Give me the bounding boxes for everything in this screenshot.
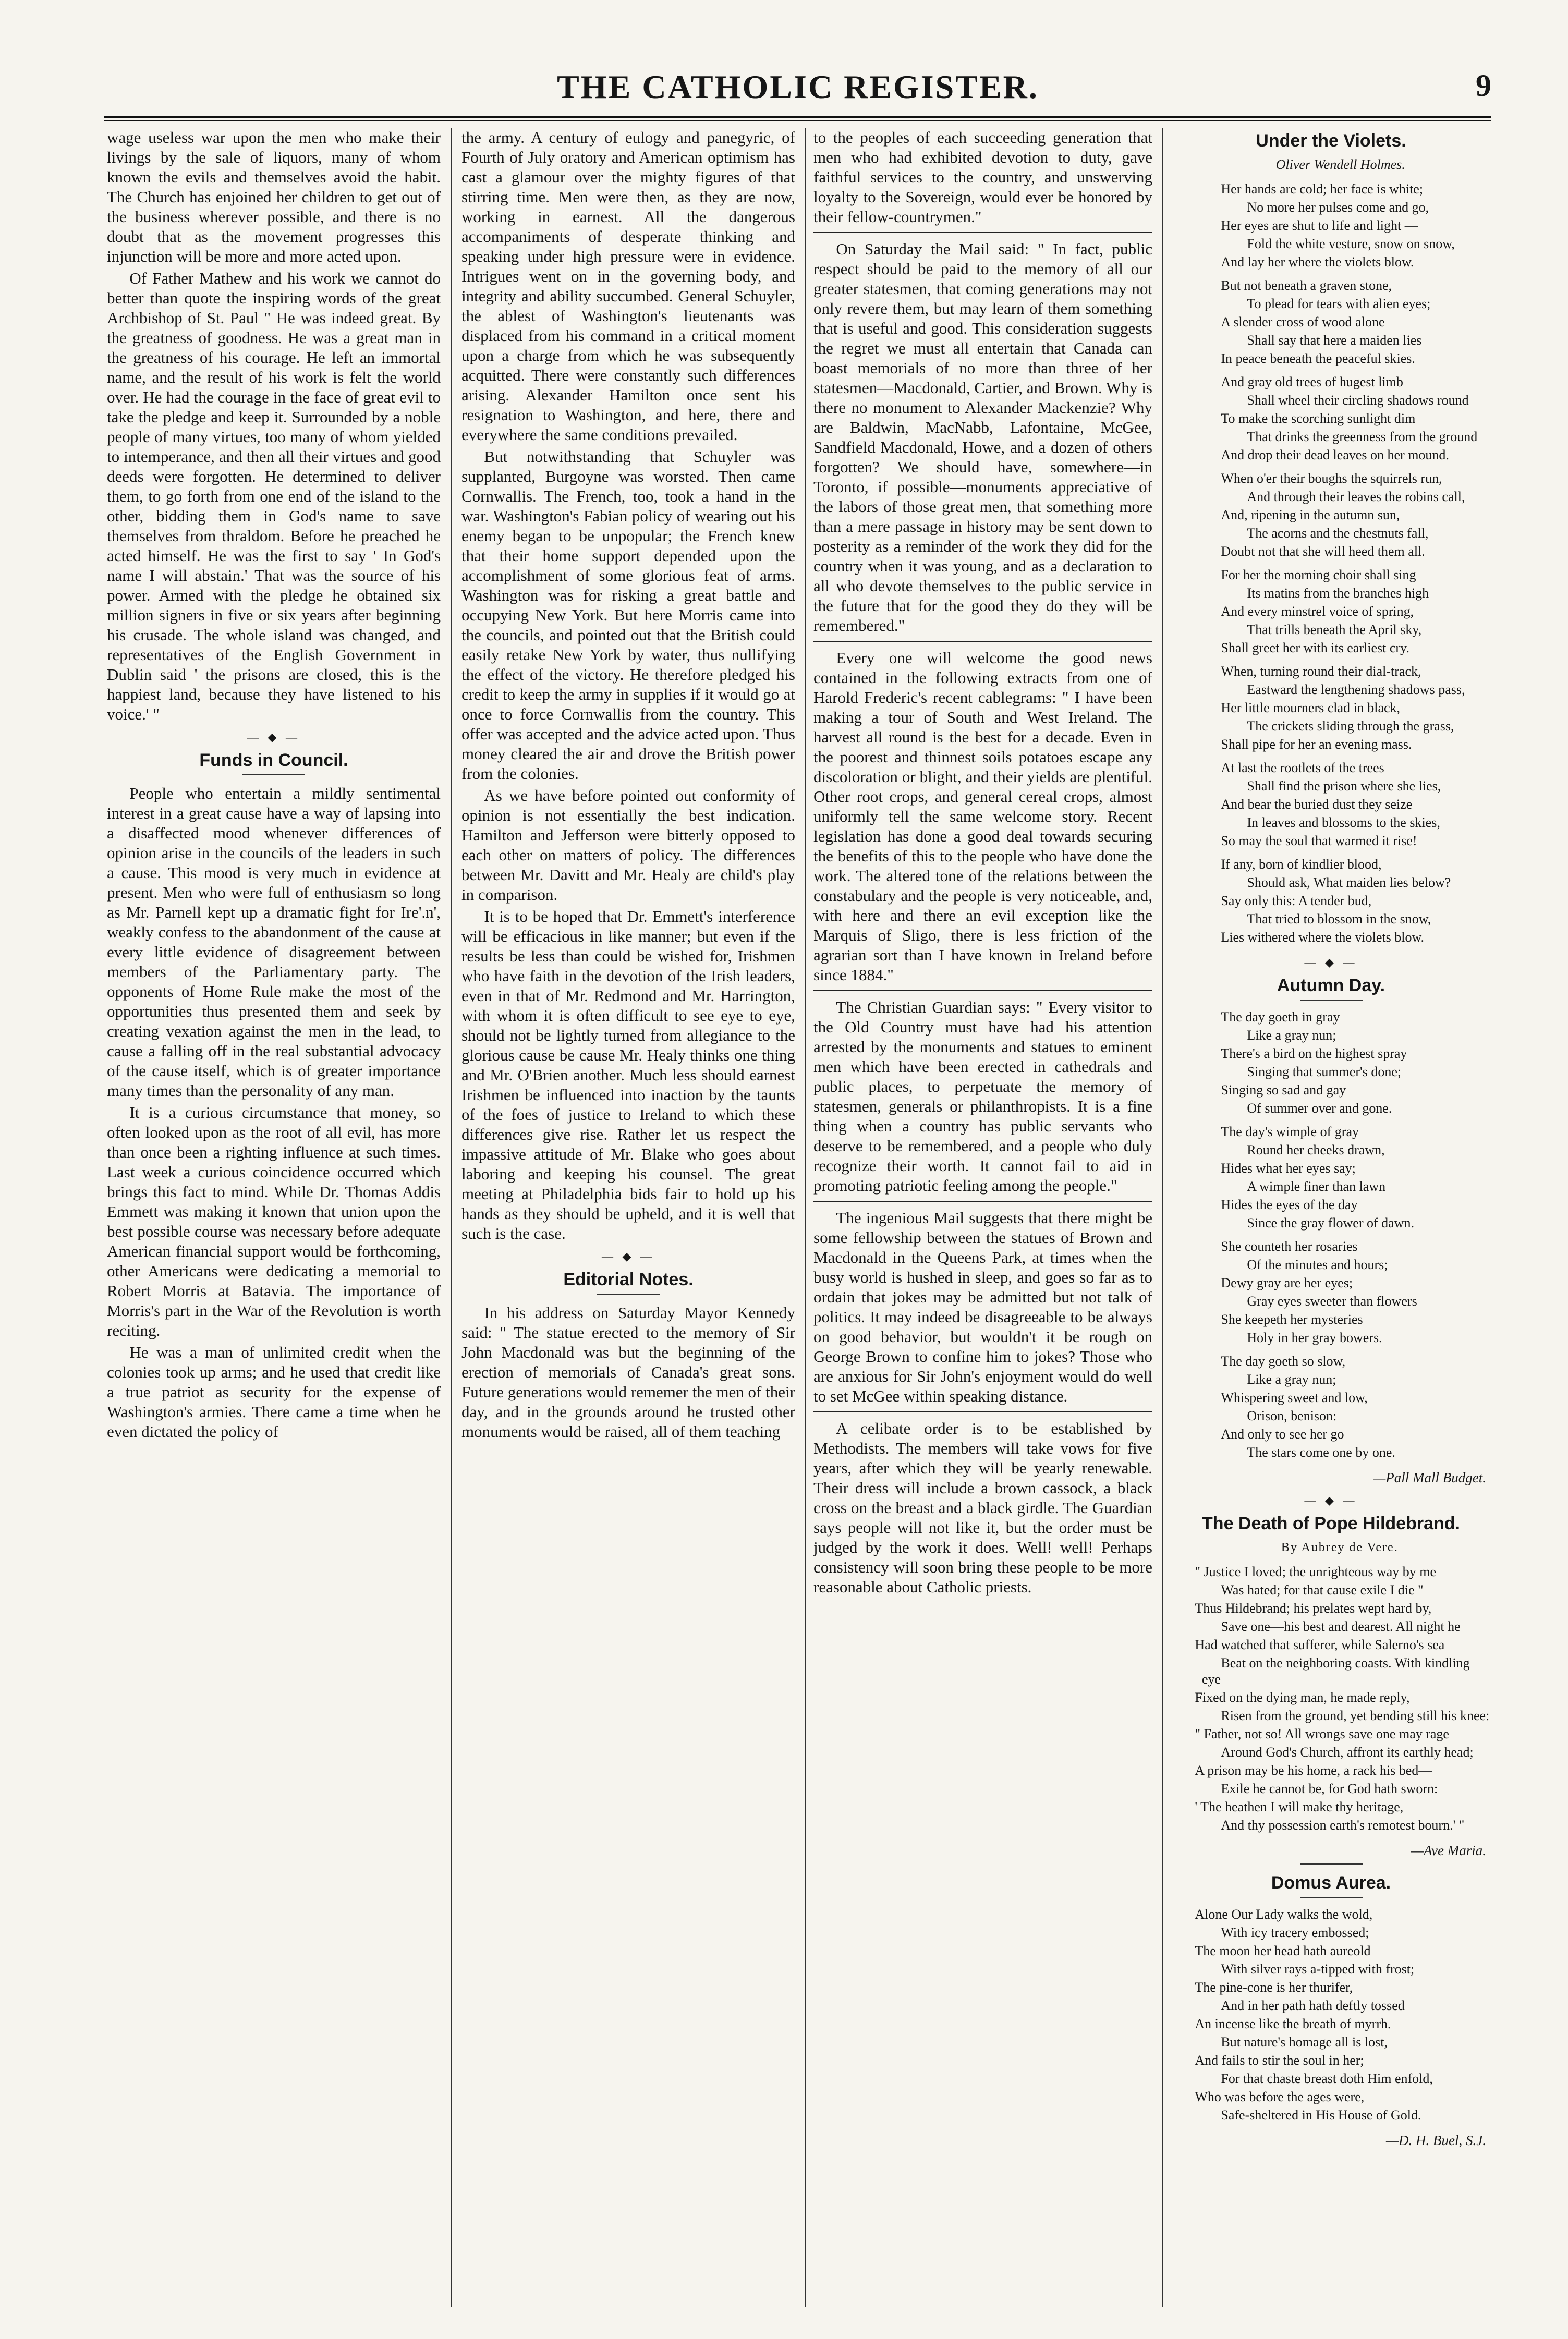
poem-line: Should ask, What maiden lies below? (1247, 875, 1451, 890)
poem-line: For her the morning choir shall sing (1221, 567, 1416, 582)
poem-line: Shall greet her with its earliest cry. (1221, 640, 1409, 655)
poem-source: —D. H. Buel, S.J. (1386, 2133, 1486, 2148)
poem-line: So may the soul that warmed it rise! (1221, 833, 1417, 848)
poem-line: And gray old trees of hugest limb (1221, 374, 1403, 389)
poem-line: Thus Hildebrand; his prelates wept hard by, (1195, 1601, 1432, 1616)
poem-line: " Father, not so! All wrongs save one may rage (1195, 1726, 1449, 1741)
poem-source: —Ave Maria. (1411, 1843, 1486, 1858)
poem-title: Under the Violets. (1256, 131, 1406, 151)
poem-line: An incense like the breath of myrrh. (1195, 2016, 1391, 2031)
poem-line: And fails to stir the soul in her; (1195, 2053, 1364, 2068)
section-heading: Funds in Council. (199, 750, 348, 770)
poem-line: Gray eyes sweeter than flowers (1247, 1294, 1417, 1309)
poem-stanza (1176, 1906, 1491, 2123)
poem-line: Had watched that sufferer, while Salerno's sea (1195, 1637, 1445, 1652)
poem-line: The day's wimple of gray (1221, 1124, 1359, 1139)
article-paragraph: On Saturday the Mail said: " In fact, public respect should be paid to the memory of all our greater statesmen, that coming generations may not only revere them, but may learn of them something that is useful and good. This consideration suggests the regret we must all entertain that Canada can boast memorials of no more than three of her statesmen—Macdonald, Cartier, and Brown. Why is there no monument to Alexander Mackenzie? Why are Baldwin, MacNabb, Lafontaine, McGee, Sandfield Macdonald, Howe, and a dozen of others forgotten? We should have, somewhere—in Toronto, if possible—monuments appreciative of the labors of those great men, that something more than a mere passage in history may be sent down to posterity as a reminder of the work they did for the country when it was young, and as a declaration to all who devote themselves to the public service in the future that for the good they do they will be remembered." (813, 240, 1152, 635)
poem-body (1171, 1906, 1491, 2123)
poem-author: By Aubrey de Vere. (1281, 1541, 1399, 1554)
poem-line: The crickets sliding through the grass, (1247, 718, 1454, 734)
poem-body (1171, 1564, 1491, 1833)
poem-line: And only to see her go (1221, 1427, 1344, 1442)
poem-title: Autumn Day. (1277, 976, 1385, 995)
poem-line: Beat on the neighboring coasts. With kindling eye (1202, 1655, 1470, 1687)
poem-line: Her hands are cold; her face is white; (1221, 181, 1424, 197)
article-paragraph: A celibate order is to be established by Methodists. The members will take vows for five years, after which they will be yearly renewable. Their dress will include a brown cassock, a black cross on the breast and a black girdle. The Guardian says people will not like it, but the order must be judged by the work it does. Well! well! Perhaps consistency will soon bring these people to be more reasonable about Catholic priests. (813, 1419, 1152, 1596)
poem-line: Lies withered where the violets blow. (1221, 930, 1425, 945)
poem-line: When, turning round their dial-track, (1221, 664, 1421, 679)
poem-line: Around God's Church, affront its earthly head; (1221, 1745, 1474, 1760)
poem-line: And in her path hath deftly tossed (1221, 1998, 1405, 2013)
poem-stanza (1202, 567, 1491, 656)
poem-stanza (1176, 1564, 1491, 1833)
poem-line: There's a bird on the highest spray (1221, 1046, 1407, 1061)
poem-stanza (1202, 181, 1491, 270)
poem-line: Hides the eyes of the day (1221, 1197, 1358, 1212)
section-divider: — ◆ — (247, 730, 300, 744)
poem-line: Of summer over and gone. (1247, 1101, 1392, 1116)
poem-line: Hides what her eyes say; (1221, 1161, 1356, 1176)
poem-line: And, ripening in the autumn sun, (1221, 507, 1400, 522)
poem-line: Holy in her gray bowers. (1247, 1330, 1382, 1345)
poem-line: The stars come one by one. (1247, 1445, 1395, 1460)
article-paragraph: People who entertain a mildly sentimental interest in a great cause have a way of lapsing into a disaffected mood whenever differences of opinion arise in the councils of the leaders in such a cause. This mood is very much in evidence at present. Men who were full of enthusiasm so long as Mr. Parnell kept up a dramatic fight for Ire'.n', weakly confess to the abandonment of the cause at every little evidence of disagreement between members of the Parliamentary party. The opponents of Home Rule make the most of the opportunities thus presented them and seek by creating vexation against the men in the lead, to cause a falling off in the real substantial advocacy of the cause itself, which is of greater importance many times than the personality of any man. (107, 784, 441, 1100)
poem-stanza (1202, 1353, 1491, 1460)
poem-line: Shall say that here a maiden lies (1247, 333, 1422, 348)
column-rule (1162, 128, 1163, 2307)
poem-body (1171, 1009, 1491, 1460)
poem-title: The Death of Pope Hildebrand. (1202, 1514, 1460, 1533)
poem-line: Fold the white vesture, snow on snow, (1247, 236, 1455, 251)
article-paragraph: wage useless war upon the men who make their livings by the sale of liquors, many of whom known the evils and themselves avoid the habit. The Church has enjoined her children to get out of the business wherever possible, and there is no doubt that as the movement progresses this injunction will be more and more acted upon. (107, 128, 441, 265)
poem-line: To make the scorching sunlight dim (1221, 411, 1416, 426)
article-paragraph: In his address on Saturday Mayor Kennedy said: " The statue erected to the memory of Sir John Macdonald was but the beginning of the erection of memorials of Canada's great sons. Future generations would rememer the men of their day, and in the grounds around he trusted other monuments would be raised, all of them teaching (461, 1303, 795, 1441)
column-1 (107, 128, 441, 2307)
article-paragraph: It is a curious circumstance that money, so often looked upon as the root of all evil, has more than once been a righting influence at such times. Last week a curious coincidence occurred which brings this fact to mind. While Dr. Thomas Addis Emmett was making it known that union upon the best possible course was necessary before adequate American financial support would be forthcoming, other Americans were dedicating a memorial to Robert Morris at Batavia. The importance of Morris's part in the War of the Revolution is worth reciting. (107, 1103, 441, 1339)
article-paragraph: Every one will welcome the good news contained in the following extracts from one of Harold Frederic's recent cablegrams: " I have been making a tour of South and West Ireland. The harvest all round is the best for a decade. Even in the poorest and thinnest soils potatoes escape any discoloration or blight, and their yields are plentiful. Other root crops, and general cereal crops, almost uniformly tell the same welcome story. Recent legislation has done a good deal towards securing the benefits of this to the people who have done the work. The altered tone of the relations between the constabulary and the people is very noticeable, and, with here and there an evil exception like the Marquis of Sligo, there is less friction of the agrarian sort than I have known in Ireland before since 1884." (813, 649, 1152, 984)
poem-line: And every minstrel voice of spring, (1221, 604, 1414, 619)
poem-line: That tried to blossom in the snow, (1247, 911, 1431, 927)
poem-line: Shall wheel their circling shadows round (1247, 393, 1469, 408)
poem-line: Whispering sweet and low, (1221, 1390, 1368, 1405)
poem-line: Safe-sheltered in His House of Gold. (1221, 2107, 1421, 2123)
poem-stanza (1202, 1009, 1491, 1116)
poem-line: If any, born of kindlier blood, (1221, 857, 1382, 872)
poem-title: Domus Aurea. (1271, 1873, 1391, 1893)
poem-stanza (1202, 856, 1491, 945)
heading-rule (242, 774, 305, 775)
poem-line: At last the rootlets of the trees (1221, 760, 1384, 775)
note-rule (813, 641, 1152, 642)
note-rule (813, 232, 1152, 233)
poem-author: Oliver Wendell Holmes. (1275, 157, 1405, 172)
note-rule (813, 1411, 1152, 1412)
article-paragraph: It is to be hoped that Dr. Emmett's interference will be efficacious in like manner; but even if the results be less than could be wished for, Irishmen who have faith in the devotion of the Irish leaders, even in that of Mr. Redmond and Mr. Harrington, with whom it is often difficult to see eye to eye, should not be lightly turned from allegiance to the glorious cause be cause Mr. Healy thinks one thing and Mr. O'Brien another. Much less should earnest Irishmen be influenced into inaction by the taunts of the foes of justice to Ireland to which these differences give rise. Rather let us respect the impassive attitude of Mr. Blake who goes about laboring and keeping his counsel. The great meeting at Philadelphia bids fair to hold up his hands as they should be upheld, and it is well that such is the case. (461, 907, 795, 1242)
poem-stanza (1202, 760, 1491, 849)
poem-line: Who was before the ages were, (1195, 2089, 1365, 2104)
poem-line: A slender cross of wood alone (1221, 314, 1385, 330)
heading-rule (1300, 1863, 1363, 1865)
poem-line: The pine-cone is her thurifer, (1195, 1980, 1353, 1995)
poem-line: And through their leaves the robins call, (1247, 489, 1465, 504)
poem-line: And lay her where the violets blow. (1221, 254, 1414, 270)
poem-stanza (1202, 1238, 1491, 1346)
poem-line: Like a gray nun; (1247, 1028, 1336, 1043)
poem-line: That drinks the greenness from the ground (1247, 429, 1478, 444)
masthead-rule (104, 116, 1491, 121)
poem-stanza (1202, 470, 1491, 559)
poem-line: But not beneath a graven stone, (1221, 278, 1392, 293)
poem-line: Fixed on the dying man, he made reply, (1195, 1690, 1410, 1705)
heading-rule (597, 1294, 660, 1295)
poem-line: Like a gray nun; (1247, 1372, 1336, 1387)
poem-line: Shall find the prison where she lies, (1247, 778, 1441, 794)
poem-line: But nature's homage all is lost, (1221, 2035, 1388, 2050)
heading-rule (1300, 1000, 1363, 1001)
poem-line: " Justice I loved; the unrighteous way by me (1195, 1564, 1437, 1579)
note-rule (813, 990, 1152, 991)
poem-line: Dewy gray are her eyes; (1221, 1275, 1353, 1290)
poem-line: She keepeth her mysteries (1221, 1312, 1363, 1327)
poem-line: Her little mourners clad in black, (1221, 700, 1401, 715)
article-paragraph: But notwithstanding that Schuyler was supplanted, Burgoyne was worsted. Then came Cornwallis. The French, too, took a hand in the war. Washington's Fabian policy of wearing out his enemy began to be unpopular; the French knew that their home support depended upon the accomplishment of some glorious feat of arms. Washington was for risking a great battle and occupying New York. But here Morris came into the councils, and pointed out that the British could easily retake New York by water, thus nullifying the effect of the victory. He therefore pledged his credit to keep the army in supplies if it would go at once to force Cornwallis from the country. This offer was accepted and the advice acted upon. Thus money cleared the air and drove the British power from the colonies. (461, 447, 795, 783)
poem-line: Of the minutes and hours; (1247, 1257, 1388, 1272)
poem-stanza (1202, 374, 1491, 463)
poem-line: And drop their dead leaves on her mound. (1221, 447, 1449, 462)
article-paragraph: the army. A century of eulogy and panegyric, of Fourth of July oratory and American optimism has cast a glamour over the mighty figures of that stirring time. Men were then, as they are now, working in earnest. All the dangerous accompaniments of desperate thinking and speaking under high pressure were in evidence. Intrigues went on in the governing body, and integrity and ability succumbed. General Schuyler, the ablest of Washington's lieutenants was displaced from his command in a critical moment upon a charge from which he was subsequently acquitted. There were constantly such differences arising. Alexander Hamilton once sent his resignation to Washington, and here, there and everywhere the same conditions prevailed. (461, 128, 795, 444)
poem-line: Its matins from the branches high (1247, 586, 1429, 601)
poem-line: Was hated; for that cause exile I die " (1221, 1582, 1424, 1598)
poem-line: She counteth her rosaries (1221, 1239, 1358, 1254)
poem-line: Alone Our Lady walks the wold, (1195, 1907, 1373, 1922)
poem-line: That trills beneath the April sky, (1247, 622, 1422, 637)
poem-line: Eastward the lengthening shadows pass, (1247, 682, 1465, 697)
poem-line: With icy tracery embossed; (1221, 1925, 1369, 1940)
article-paragraph: The ingenious Mail suggests that there might be some fellowship between the statues of Brown and Macdonald in the Queens Park, at times when the busy world is hushed in sleep, and goes so far as to ordain that jokes may be admitted but not talk of politics. It may indeed be disagreeable to be always on good behavior, but wouldn't it be rough on George Brown to confine him to jokes? Those who are anxious for Sir John's enjoyment would do well to set McGee within speaking distance. (813, 1209, 1152, 1405)
poem-line: Singing so sad and gay (1221, 1082, 1346, 1098)
poem-line: For that chaste breast doth Him enfold, (1221, 2071, 1433, 2086)
poem-line: Singing that summer's done; (1247, 1064, 1402, 1079)
page-number: 9 (1476, 68, 1491, 103)
masthead (104, 68, 1491, 117)
poem-line: And thy possession earth's remotest bourn.' " (1221, 1818, 1465, 1833)
poem-source: —Pall Mall Budget. (1373, 1470, 1486, 1485)
article-paragraph: As we have before pointed out conformity of opinion is not essentially the best indication. Hamilton and Jefferson were bitterly opposed to each other on matters of policy. The differences between Mr. Davitt and Mr. Healy are child's play in comparison. (461, 786, 795, 904)
poem-stanza (1202, 663, 1491, 752)
newspaper-title: THE CATHOLIC REGISTER. (557, 68, 1039, 105)
poem-line: A prison may be his home, a rack his bed— (1195, 1763, 1432, 1778)
column-4 (1171, 128, 1491, 2307)
column-3 (813, 128, 1152, 2307)
poem-line: Save one—his best and dearest. All night he (1221, 1619, 1461, 1634)
poem-stanza (1202, 277, 1491, 367)
poem-stanza (1202, 1124, 1491, 1231)
poem-line: The acorns and the chestnuts fall, (1247, 526, 1429, 541)
section-divider: — ◆ — (602, 1250, 655, 1263)
poem-line: With silver rays a-tipped with frost; (1221, 1962, 1415, 1977)
section-divider: — ◆ — (1304, 956, 1358, 969)
poem-line: No more her pulses come and go, (1247, 200, 1429, 215)
poem-line: To plead for tears with alien eyes; (1247, 296, 1431, 311)
poem-line: And bear the buried dust they seize (1221, 797, 1413, 812)
poem-line: Risen from the ground, yet bending still his knee: (1221, 1708, 1490, 1723)
poem-line: Since the gray flower of dawn. (1247, 1215, 1414, 1231)
section-heading: Editorial Notes. (563, 1270, 694, 1289)
poem-line: When o'er their boughs the squirrels run, (1221, 471, 1442, 486)
article-paragraph: He was a man of unlimited credit when the colonies took up arms; and he used that credit like a true patriot as security for the expense of Washington's armies. There came a time when he even dictated the policy of (107, 1343, 441, 1441)
poem-line: Exile he cannot be, for God hath sworn: (1221, 1781, 1438, 1796)
column-2 (461, 128, 795, 2307)
article-paragraph: The Christian Guardian says: " Every visitor to the Old Country must have had his attention arrested by the monuments and statues to eminent men which have been erected in cathedrals and public places, to perpetuate the memory of statesmen, generals or philanthropists. It is a fine thing when a country has public servants who deserve to be remembered, and a people who duly recognize their worth. It cannot fail to aid in promoting patriotic feeling among the people." (813, 998, 1152, 1195)
poem-line: The day goeth in gray (1221, 1009, 1340, 1025)
poem-line: In leaves and blossoms to the skies, (1247, 815, 1440, 830)
poem-line: A wimple finer than lawn (1247, 1179, 1386, 1194)
poem-line: Shall pipe for her an evening mass. (1221, 737, 1412, 752)
poem-line: Orison, benison: (1247, 1408, 1337, 1423)
poem-line: In peace beneath the peaceful skies. (1221, 351, 1415, 366)
note-rule (813, 1201, 1152, 1202)
poem-line: Her eyes are shut to life and light — (1221, 218, 1418, 233)
article-paragraph: Of Father Mathew and his work we cannot do better than quote the inspiring words of the great Archbishop of St. Paul " He was indeed great. By the greatness of goodness. He was a great man in the greatness of his courage. He left an immortal name, and the result of his work is felt the world over. He had the courage in the face of great evil to take the pledge and keep it. Surrounded by a noble people of many virtues, too many of whom yielded to intemperance, and then all their virtues and good deeds were forgotten. He determined to deliver them, to go forth from one end of the island to the other, bidding them in God's name to save themselves from thraldom. Before he preached he acted himself. He was the first to say ' In God's name I will abstain.' That was the source of his power. Armed with the pledge he obtained six million signers in five or six years after beginning his crusade. The whole island was changed, and representatives of the English Government in Dublin said ' the prisons are closed, this is the happiest land, because they have listened to his voice.' " (107, 269, 441, 723)
poem-line: ' The heathen I will make thy heritage, (1195, 1799, 1404, 1814)
poem-line: Doubt not that she will heed them all. (1221, 544, 1425, 559)
poem-line: The moon her head hath aureold (1195, 1943, 1371, 1958)
article-paragraph: to the peoples of each succeeding generation that men who had exhibited devotion to duty, gave faithful services to the country, and unswerving loyalty to the Sovereign, would ever be honored by their fellow-countrymen." (813, 128, 1152, 226)
poem-line: Round her cheeks drawn, (1247, 1142, 1385, 1158)
poem-body (1171, 181, 1491, 945)
heading-rule (1300, 1897, 1363, 1898)
column-rule (805, 128, 806, 2307)
poem-line: Say only this: A tender bud, (1221, 893, 1372, 908)
column-rule (451, 128, 452, 2307)
section-divider: — ◆ — (1304, 1494, 1358, 1507)
poem-line: The day goeth so slow, (1221, 1354, 1346, 1369)
